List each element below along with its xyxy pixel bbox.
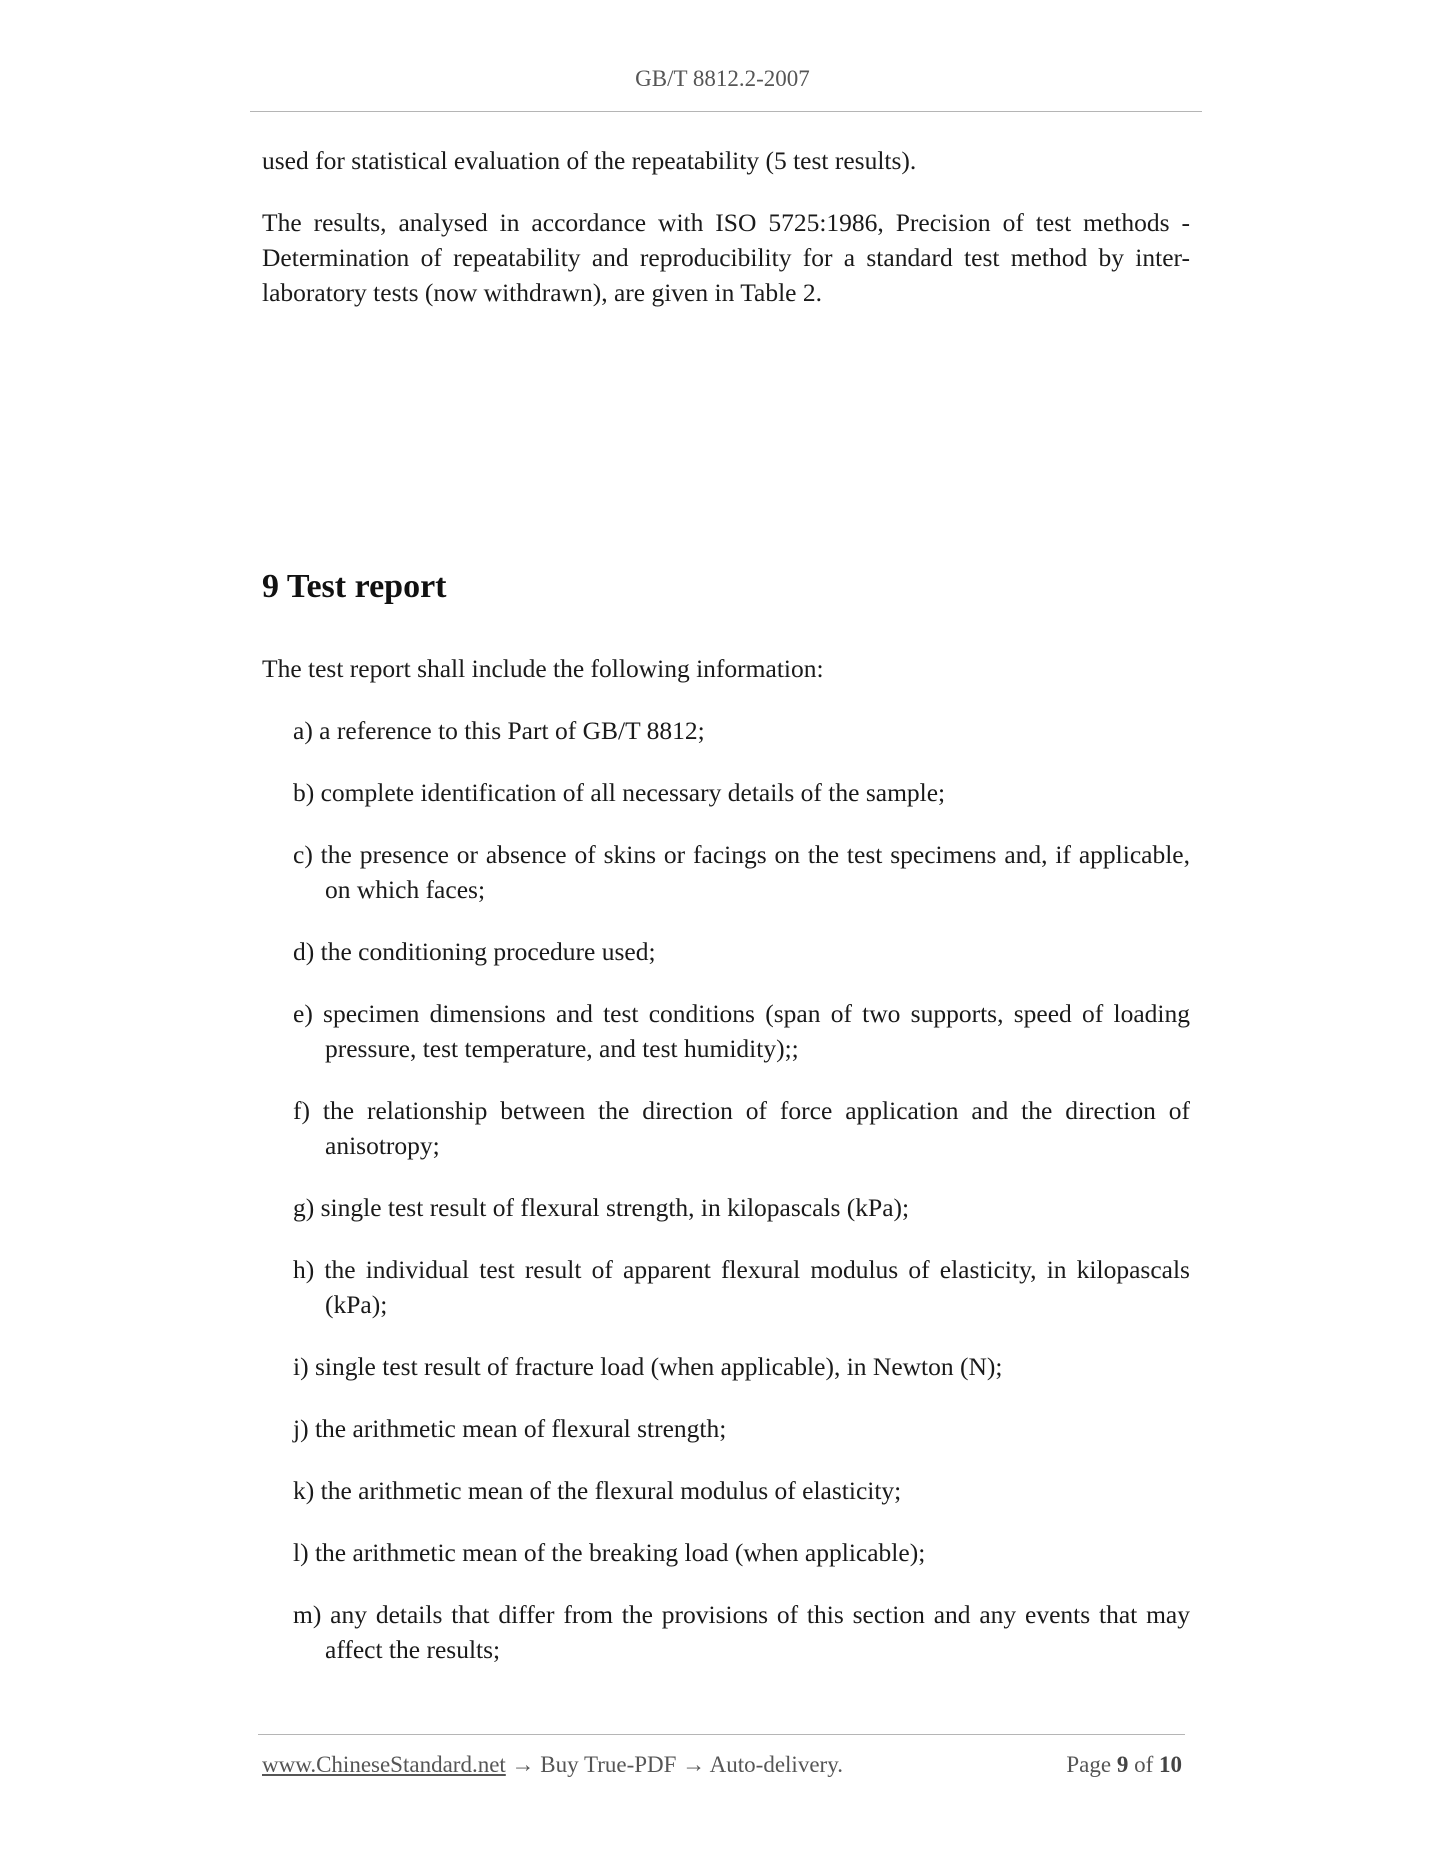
list-item: i) single test result of fracture load (when applicable), in Newton (N); [293,1352,1003,1381]
list-item: k) the arithmetic mean of the flexural modulus of elasticity; [293,1476,902,1505]
of-label: of [1134,1752,1154,1777]
document-code-header: GB/T 8812.2-2007 [635,66,810,91]
arrow-right-icon: → [682,1752,706,1777]
auto-delivery-text: Auto-delivery. [709,1752,843,1777]
page-label: Page [1066,1752,1112,1777]
page-current: 9 [1116,1752,1129,1777]
section-heading: 9 Test report [262,568,447,605]
list-item: g) single test result of flexural strength, in kilopascals (kPa); [293,1193,910,1222]
list-item: a) a reference to this Part of GB/T 8812; [293,716,705,745]
page-number [1066,1752,1182,1778]
list-item: m) any details that differ from the provisions of this section and any events that may affect the results; [293,1600,1190,1664]
footer-promo [262,1752,843,1778]
list-item: j) the arithmetic mean of flexural strength; [293,1414,727,1443]
paragraph-repeatability: used for statistical evaluation of the repeatability (5 test results). [262,146,917,175]
list-item: e) specimen dimensions and test conditions (span of two supports, speed of loading pressure, test temperature, and test humidity);; [293,999,1190,1063]
list-item: d) the conditioning procedure used; [293,937,656,966]
list-item: b) complete identification of all necessary details of the sample; [293,778,946,807]
arrow-right-icon: → [511,1752,535,1777]
section-intro: The test report shall include the following information: [262,654,824,683]
buy-pdf-text: Buy True-PDF [540,1752,677,1777]
paragraph-results: The results, analysed in accordance with ISO 5725:1986, Precision of test methods - Determination of repeatability and reproducibility for a standard test method by inter-laboratory tests (now withdrawn), are given in Table 2. [262,208,1190,307]
list-item: h) the individual test result of apparent flexural modulus of elasticity, in kilopascals (kPa); [293,1255,1190,1319]
page-total: 10 [1159,1752,1182,1777]
website-link[interactable]: www.ChineseStandard.net [262,1752,506,1777]
list-item: l) the arithmetic mean of the breaking load (when applicable); [293,1538,926,1567]
footer-divider [258,1734,1185,1735]
header-divider [250,111,1202,112]
list-item: c) the presence or absence of skins or facings on the test specimens and, if applicable, on which faces; [293,840,1190,904]
list-item: f) the relationship between the direction of force application and the direction of anisotropy; [293,1096,1190,1160]
report-items-list [293,713,1190,1694]
